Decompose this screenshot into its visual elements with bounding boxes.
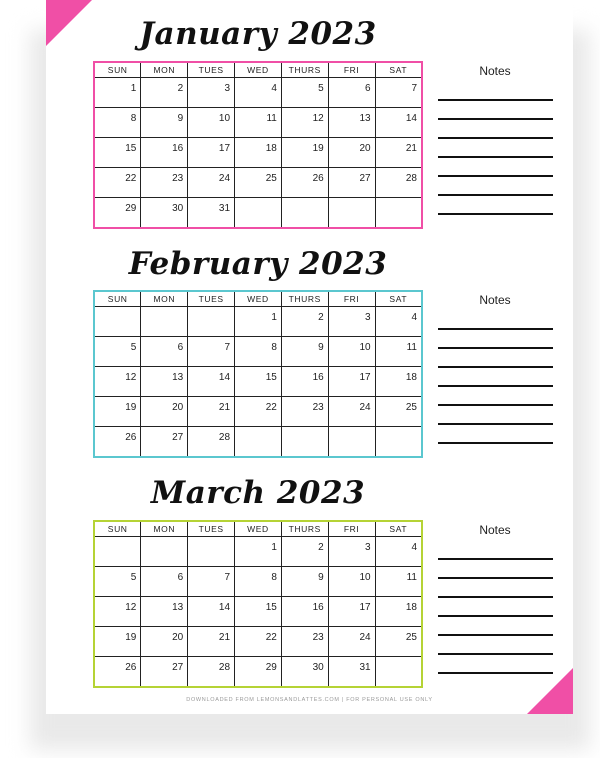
day-number: 18 bbox=[405, 602, 417, 613]
day-number: 11 bbox=[406, 342, 417, 353]
day-number: 30 bbox=[312, 662, 324, 673]
note-line[interactable] bbox=[438, 347, 553, 349]
day-cell[interactable] bbox=[281, 367, 328, 397]
notes-title: Notes bbox=[479, 64, 511, 78]
day-cell[interactable] bbox=[188, 397, 235, 427]
day-number: 20 bbox=[359, 143, 371, 154]
day-number: 26 bbox=[312, 173, 324, 184]
day-number: 13 bbox=[172, 372, 184, 383]
note-line[interactable] bbox=[438, 118, 553, 120]
weekday-header: THURS bbox=[281, 62, 328, 78]
day-number bbox=[371, 201, 375, 206]
day-cell[interactable] bbox=[375, 537, 422, 567]
day-cell[interactable] bbox=[328, 567, 375, 597]
day-cell[interactable] bbox=[94, 168, 141, 198]
day-number bbox=[136, 310, 140, 315]
day-number: 6 bbox=[177, 572, 184, 583]
week-row bbox=[94, 427, 422, 458]
day-number: 8 bbox=[130, 113, 137, 124]
day-cell[interactable] bbox=[235, 567, 282, 597]
weekday-header: TUES bbox=[188, 521, 235, 537]
day-cell[interactable] bbox=[94, 597, 141, 627]
weekday-header: MON bbox=[141, 62, 188, 78]
day-cell[interactable] bbox=[375, 397, 422, 427]
day-cell[interactable] bbox=[94, 108, 141, 138]
weekday-header: FRI bbox=[328, 291, 375, 307]
day-cell[interactable] bbox=[141, 337, 188, 367]
day-number bbox=[183, 310, 187, 315]
day-number: 2 bbox=[318, 312, 324, 323]
day-cell[interactable] bbox=[328, 367, 375, 397]
day-cell[interactable] bbox=[235, 627, 282, 657]
day-number: 21 bbox=[218, 402, 231, 413]
day-cell[interactable] bbox=[235, 108, 282, 138]
weekday-header: THURS bbox=[281, 521, 328, 537]
day-number: 16 bbox=[312, 372, 324, 383]
week-row bbox=[94, 307, 422, 337]
day-number: 17 bbox=[218, 143, 231, 154]
day-number: 30 bbox=[172, 203, 184, 214]
day-cell[interactable] bbox=[375, 337, 422, 367]
day-number bbox=[324, 430, 328, 435]
day-cell[interactable] bbox=[188, 597, 235, 627]
weekday-header: MON bbox=[141, 291, 188, 307]
week-row bbox=[94, 337, 422, 367]
calendar-grid-february bbox=[93, 290, 423, 458]
day-number: 11 bbox=[406, 572, 417, 583]
day-cell[interactable] bbox=[235, 397, 282, 427]
day-cell[interactable] bbox=[328, 198, 375, 229]
day-cell[interactable] bbox=[235, 307, 282, 337]
day-cell[interactable] bbox=[328, 427, 375, 458]
day-number bbox=[417, 660, 421, 665]
day-cell[interactable] bbox=[328, 627, 375, 657]
day-number: 5 bbox=[318, 83, 324, 94]
day-number: 1 bbox=[271, 312, 277, 323]
day-cell[interactable] bbox=[281, 78, 328, 108]
day-number: 25 bbox=[405, 632, 417, 643]
note-line[interactable] bbox=[438, 615, 553, 617]
day-cell[interactable] bbox=[235, 657, 282, 688]
day-number: 28 bbox=[218, 662, 231, 673]
day-number: 16 bbox=[312, 602, 324, 613]
day-cell[interactable] bbox=[235, 597, 282, 627]
note-line[interactable] bbox=[438, 577, 553, 579]
day-number: 31 bbox=[218, 203, 231, 214]
day-number: 1 bbox=[130, 83, 137, 94]
note-line[interactable] bbox=[438, 175, 553, 177]
day-number: 21 bbox=[405, 143, 417, 154]
day-cell[interactable] bbox=[375, 168, 422, 198]
day-number bbox=[230, 540, 234, 545]
day-cell[interactable] bbox=[141, 627, 188, 657]
day-number: 23 bbox=[312, 402, 324, 413]
weekday-header-row bbox=[94, 62, 422, 78]
day-cell[interactable] bbox=[375, 367, 422, 397]
note-line[interactable] bbox=[438, 423, 553, 425]
day-cell[interactable] bbox=[141, 567, 188, 597]
day-number: 12 bbox=[312, 113, 324, 124]
day-number: 9 bbox=[177, 113, 184, 124]
day-number: 6 bbox=[365, 83, 371, 94]
day-number: 22 bbox=[125, 173, 137, 184]
month-title-february: February 2023 bbox=[128, 246, 388, 282]
day-cell[interactable] bbox=[328, 597, 375, 627]
day-number bbox=[136, 540, 140, 545]
day-cell[interactable] bbox=[328, 138, 375, 168]
day-number: 7 bbox=[411, 83, 417, 94]
day-number: 20 bbox=[172, 402, 184, 413]
day-cell[interactable] bbox=[281, 627, 328, 657]
calendar-grid-march bbox=[93, 520, 423, 688]
day-number: 3 bbox=[365, 542, 371, 553]
day-cell[interactable] bbox=[94, 367, 141, 397]
day-cell[interactable] bbox=[375, 108, 422, 138]
day-number: 15 bbox=[265, 372, 277, 383]
day-number: 19 bbox=[125, 632, 137, 643]
day-cell[interactable] bbox=[328, 307, 375, 337]
day-cell[interactable] bbox=[235, 367, 282, 397]
day-number: 17 bbox=[359, 602, 371, 613]
day-cell[interactable] bbox=[328, 168, 375, 198]
notes-february bbox=[436, 293, 554, 444]
day-cell[interactable] bbox=[188, 367, 235, 397]
day-number bbox=[371, 430, 375, 435]
calendar-grid-january bbox=[93, 61, 423, 229]
day-cell[interactable] bbox=[375, 567, 422, 597]
day-cell[interactable] bbox=[375, 427, 422, 458]
day-number: 10 bbox=[218, 113, 231, 124]
note-line[interactable] bbox=[438, 213, 553, 215]
weekday-header: SUN bbox=[94, 62, 141, 78]
weekday-header: FRI bbox=[328, 521, 375, 537]
week-row bbox=[94, 198, 422, 229]
footer-text: DOWNLOADED FROM LEMONSANDLATTES.COM | FOR PERSONAL USE ONLY bbox=[186, 697, 433, 703]
day-cell[interactable] bbox=[281, 108, 328, 138]
day-number: 12 bbox=[125, 602, 137, 613]
day-cell[interactable] bbox=[235, 138, 282, 168]
note-line[interactable] bbox=[438, 596, 553, 598]
day-number: 23 bbox=[312, 632, 324, 643]
weekday-header: SAT bbox=[375, 62, 422, 78]
day-cell[interactable] bbox=[94, 627, 141, 657]
weekday-header: WED bbox=[235, 62, 282, 78]
day-cell[interactable] bbox=[328, 657, 375, 688]
day-number: 11 bbox=[266, 113, 277, 124]
day-number: 9 bbox=[318, 342, 324, 353]
day-cell[interactable] bbox=[141, 397, 188, 427]
day-number: 4 bbox=[271, 83, 277, 94]
day-number: 24 bbox=[218, 173, 231, 184]
weekday-header: TUES bbox=[188, 62, 235, 78]
week-row bbox=[94, 108, 422, 138]
day-cell[interactable] bbox=[94, 78, 141, 108]
month-title-march: March 2023 bbox=[150, 475, 366, 511]
day-cell[interactable] bbox=[375, 657, 422, 688]
day-cell[interactable] bbox=[235, 337, 282, 367]
day-number: 2 bbox=[177, 83, 184, 94]
day-cell[interactable] bbox=[235, 537, 282, 567]
day-number bbox=[324, 201, 328, 206]
day-cell[interactable] bbox=[281, 537, 328, 567]
day-number: 18 bbox=[405, 372, 417, 383]
day-number: 27 bbox=[359, 173, 371, 184]
day-number: 7 bbox=[224, 572, 231, 583]
day-number: 31 bbox=[359, 662, 371, 673]
day-number: 28 bbox=[218, 432, 231, 443]
corner-decoration-bottom-right bbox=[527, 668, 573, 714]
day-number: 1 bbox=[271, 542, 277, 553]
day-number: 23 bbox=[172, 173, 184, 184]
notes-march bbox=[436, 523, 554, 674]
weekday-header: TUES bbox=[188, 291, 235, 307]
day-cell[interactable] bbox=[94, 337, 141, 367]
day-cell[interactable] bbox=[141, 307, 188, 337]
day-cell[interactable] bbox=[328, 337, 375, 367]
day-cell[interactable] bbox=[94, 657, 141, 688]
week-row bbox=[94, 78, 422, 108]
day-number: 12 bbox=[125, 372, 137, 383]
day-cell[interactable] bbox=[94, 307, 141, 337]
day-number: 2 bbox=[318, 542, 324, 553]
day-cell[interactable] bbox=[141, 537, 188, 567]
weekday-header: WED bbox=[235, 521, 282, 537]
day-number: 9 bbox=[318, 572, 324, 583]
day-number bbox=[417, 430, 421, 435]
week-row bbox=[94, 367, 422, 397]
day-number: 21 bbox=[218, 632, 231, 643]
week-row bbox=[94, 537, 422, 567]
day-number: 24 bbox=[359, 402, 371, 413]
day-number: 26 bbox=[125, 432, 137, 443]
day-cell[interactable] bbox=[281, 657, 328, 688]
weekday-header: WED bbox=[235, 291, 282, 307]
day-cell[interactable] bbox=[328, 108, 375, 138]
day-cell[interactable] bbox=[94, 537, 141, 567]
day-number: 4 bbox=[411, 542, 417, 553]
day-number: 29 bbox=[265, 662, 277, 673]
day-number: 27 bbox=[172, 662, 184, 673]
day-number: 15 bbox=[125, 143, 137, 154]
day-cell[interactable] bbox=[281, 337, 328, 367]
day-cell[interactable] bbox=[188, 627, 235, 657]
day-number: 22 bbox=[265, 402, 277, 413]
day-number: 22 bbox=[265, 632, 277, 643]
day-cell[interactable] bbox=[281, 397, 328, 427]
day-cell[interactable] bbox=[375, 138, 422, 168]
week-row bbox=[94, 567, 422, 597]
day-number: 25 bbox=[265, 173, 277, 184]
day-cell[interactable] bbox=[188, 427, 235, 458]
weekday-header: SAT bbox=[375, 291, 422, 307]
weekday-header: SUN bbox=[94, 291, 141, 307]
day-number: 13 bbox=[359, 113, 371, 124]
note-line[interactable] bbox=[438, 653, 553, 655]
note-line[interactable] bbox=[438, 634, 553, 636]
day-cell[interactable] bbox=[281, 307, 328, 337]
weekday-header: THURS bbox=[281, 291, 328, 307]
corner-decoration-top-left bbox=[46, 0, 92, 46]
month-title-january: January 2023 bbox=[139, 16, 377, 52]
day-cell[interactable] bbox=[188, 567, 235, 597]
note-line[interactable] bbox=[438, 366, 553, 368]
day-number: 5 bbox=[130, 572, 137, 583]
note-line[interactable] bbox=[438, 404, 553, 406]
day-number: 5 bbox=[130, 342, 137, 353]
week-row bbox=[94, 597, 422, 627]
day-number: 3 bbox=[224, 83, 231, 94]
day-cell[interactable] bbox=[94, 198, 141, 229]
note-line[interactable] bbox=[438, 385, 553, 387]
day-number: 14 bbox=[218, 602, 231, 613]
week-row bbox=[94, 138, 422, 168]
note-line[interactable] bbox=[438, 137, 553, 139]
day-cell[interactable] bbox=[188, 337, 235, 367]
day-cell[interactable] bbox=[188, 657, 235, 688]
day-cell[interactable] bbox=[188, 198, 235, 229]
day-number: 26 bbox=[125, 662, 137, 673]
day-cell[interactable] bbox=[141, 78, 188, 108]
day-cell[interactable] bbox=[188, 78, 235, 108]
weekday-header: FRI bbox=[328, 62, 375, 78]
day-cell[interactable] bbox=[94, 397, 141, 427]
day-cell[interactable] bbox=[375, 78, 422, 108]
day-number bbox=[277, 430, 281, 435]
note-line[interactable] bbox=[438, 156, 553, 158]
day-cell[interactable] bbox=[141, 597, 188, 627]
day-number: 3 bbox=[365, 312, 371, 323]
day-number bbox=[417, 201, 421, 206]
day-cell[interactable] bbox=[375, 597, 422, 627]
day-number: 24 bbox=[359, 632, 371, 643]
day-cell[interactable] bbox=[375, 307, 422, 337]
day-number: 13 bbox=[172, 602, 184, 613]
day-number: 8 bbox=[271, 342, 277, 353]
day-number: 10 bbox=[359, 342, 371, 353]
day-number: 14 bbox=[218, 372, 231, 383]
day-cell[interactable] bbox=[328, 537, 375, 567]
day-cell[interactable] bbox=[141, 168, 188, 198]
day-cell[interactable] bbox=[281, 168, 328, 198]
weekday-header: SAT bbox=[375, 521, 422, 537]
day-cell[interactable] bbox=[281, 138, 328, 168]
day-cell[interactable] bbox=[141, 427, 188, 458]
day-cell[interactable] bbox=[281, 597, 328, 627]
weekday-header-row bbox=[94, 291, 422, 307]
day-number bbox=[277, 201, 281, 206]
day-cell[interactable] bbox=[188, 138, 235, 168]
note-line[interactable] bbox=[438, 672, 553, 674]
day-number: 20 bbox=[172, 632, 184, 643]
day-number: 19 bbox=[125, 402, 137, 413]
day-cell[interactable] bbox=[281, 567, 328, 597]
day-number: 29 bbox=[125, 203, 137, 214]
day-number: 10 bbox=[359, 572, 371, 583]
day-number: 8 bbox=[271, 572, 277, 583]
note-line[interactable] bbox=[438, 194, 553, 196]
day-number: 14 bbox=[405, 113, 417, 124]
note-line[interactable] bbox=[438, 99, 553, 101]
week-row bbox=[94, 168, 422, 198]
day-number: 25 bbox=[405, 402, 417, 413]
calendar-page bbox=[46, 0, 573, 714]
weekday-header-row bbox=[94, 521, 422, 537]
day-cell[interactable] bbox=[375, 627, 422, 657]
day-cell[interactable] bbox=[188, 537, 235, 567]
day-cell[interactable] bbox=[141, 367, 188, 397]
day-number: 19 bbox=[312, 143, 324, 154]
day-cell[interactable] bbox=[375, 198, 422, 229]
day-cell[interactable] bbox=[94, 567, 141, 597]
weekday-header: MON bbox=[141, 521, 188, 537]
day-number: 15 bbox=[265, 602, 277, 613]
day-number: 17 bbox=[359, 372, 371, 383]
day-cell[interactable] bbox=[141, 657, 188, 688]
day-cell[interactable] bbox=[188, 108, 235, 138]
day-cell[interactable] bbox=[235, 427, 282, 458]
note-line[interactable] bbox=[438, 328, 553, 330]
week-row bbox=[94, 397, 422, 427]
day-number: 28 bbox=[405, 173, 417, 184]
notes-title: Notes bbox=[479, 293, 511, 307]
day-number: 27 bbox=[172, 432, 184, 443]
notes-january bbox=[436, 64, 554, 215]
day-cell[interactable] bbox=[141, 198, 188, 229]
day-cell[interactable] bbox=[94, 427, 141, 458]
note-line[interactable] bbox=[438, 558, 553, 560]
day-cell[interactable] bbox=[141, 138, 188, 168]
day-number: 18 bbox=[265, 143, 277, 154]
day-number: 6 bbox=[177, 342, 184, 353]
weekday-header: SUN bbox=[94, 521, 141, 537]
day-cell[interactable] bbox=[235, 78, 282, 108]
day-cell[interactable] bbox=[94, 138, 141, 168]
day-number bbox=[183, 540, 187, 545]
day-cell[interactable] bbox=[328, 78, 375, 108]
week-row bbox=[94, 657, 422, 688]
day-number: 16 bbox=[172, 143, 184, 154]
day-cell[interactable] bbox=[328, 397, 375, 427]
day-cell[interactable] bbox=[188, 168, 235, 198]
note-line[interactable] bbox=[438, 442, 553, 444]
week-row bbox=[94, 627, 422, 657]
day-cell[interactable] bbox=[281, 427, 328, 458]
day-cell[interactable] bbox=[235, 198, 282, 229]
day-number: 4 bbox=[411, 312, 417, 323]
day-cell[interactable] bbox=[235, 168, 282, 198]
day-cell[interactable] bbox=[281, 198, 328, 229]
notes-title: Notes bbox=[479, 523, 511, 537]
day-number bbox=[230, 310, 234, 315]
day-cell[interactable] bbox=[188, 307, 235, 337]
day-cell[interactable] bbox=[141, 108, 188, 138]
day-number: 7 bbox=[224, 342, 231, 353]
